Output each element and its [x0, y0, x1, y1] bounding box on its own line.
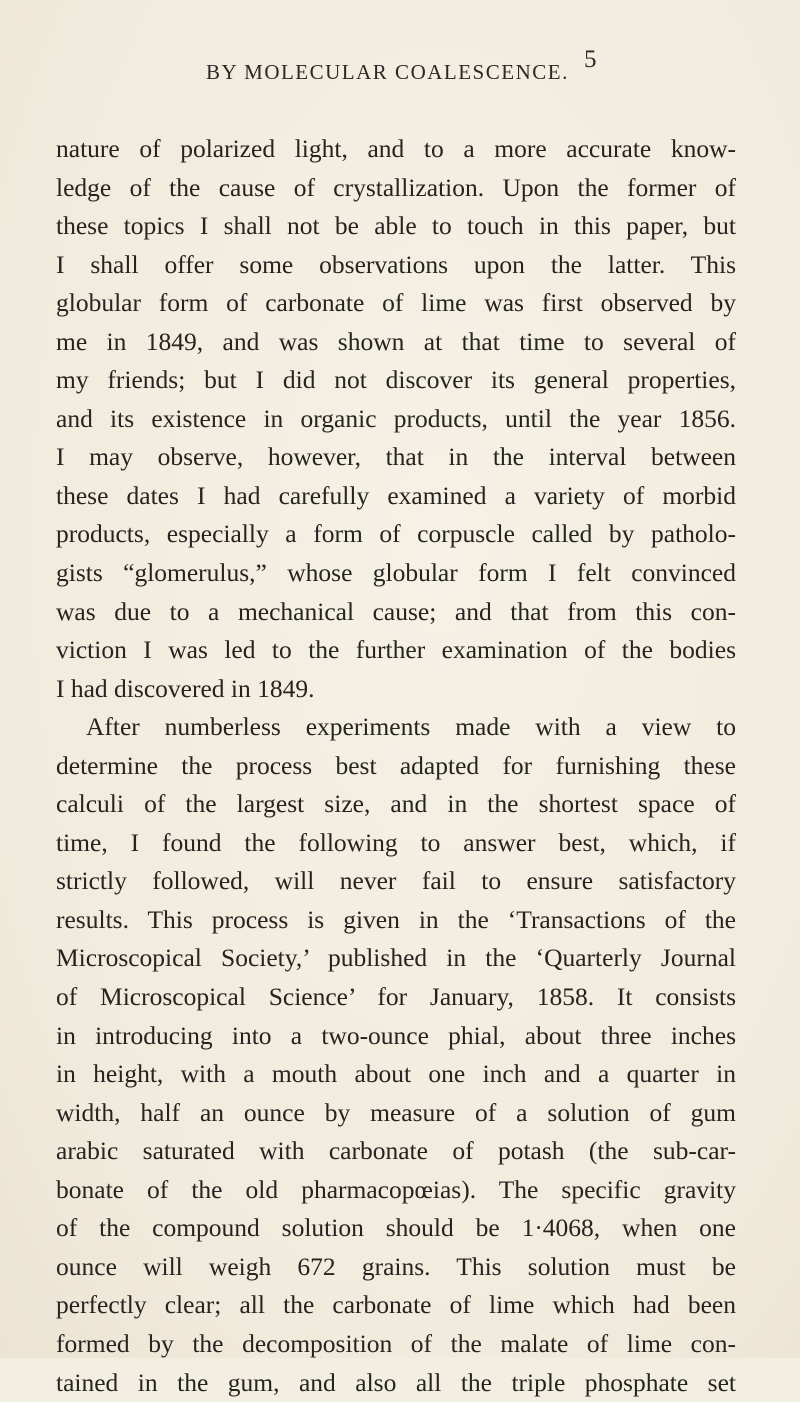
text-line: width, half an ounce by measure of a solution of gum — [56, 1094, 736, 1133]
text-line: in introducing into a two-ounce phial, about three inches — [56, 1017, 736, 1056]
text-line: ounce will weigh 672 grains. This solution must be — [56, 1248, 736, 1287]
text-line: calculi of the largest size, and in the shortest space of — [56, 785, 736, 824]
page-number: 5 — [584, 46, 597, 74]
text-line: Microscopical Society,’ published in the ‘Quarterly Journal — [56, 939, 736, 978]
body-text — [56, 130, 736, 1402]
text-line: was due to a mechanical cause; and that from this con- — [56, 593, 736, 632]
text-line: me in 1849, and was shown at that time to several of — [56, 323, 736, 362]
text-line: results. This process is given in the ‘Transactions of the — [56, 901, 736, 940]
text-line: gists “glomerulus,” whose globular form I felt convinced — [56, 554, 736, 593]
text-line: arabic saturated with carbonate of potash (the sub-car- — [56, 1132, 736, 1171]
text-line: of the compound solution should be 1·4068, when one — [56, 1209, 736, 1248]
text-line: I may observe, however, that in the interval between — [56, 438, 736, 477]
text-line: strictly followed, will never fail to ensure satisfactory — [56, 862, 736, 901]
text-line: these topics I shall not be able to touch in this paper, but — [56, 207, 736, 246]
text-line: I shall offer some observations upon the latter. This — [56, 246, 736, 285]
text-line: bonate of the old pharmacopœias). The specific gravity — [56, 1171, 736, 1210]
running-title: BY MOLECULAR COALESCENCE. — [206, 60, 569, 85]
text-line: of Microscopical Science’ for January, 1858. It consists — [56, 978, 736, 1017]
paragraph-2 — [56, 708, 736, 1402]
text-line: tained in the gum, and also all the triple phosphate set — [56, 1364, 736, 1402]
text-line: I had discovered in 1849. — [56, 670, 736, 709]
paragraph-1 — [56, 130, 736, 708]
text-line: nature of polarized light, and to a more accurate know- — [56, 130, 736, 169]
text-line: viction I was led to the further examination of the bodies — [56, 631, 736, 670]
text-line: my friends; but I did not discover its general properties, — [56, 361, 736, 400]
text-line: globular form of carbonate of lime was first observed by — [56, 284, 736, 323]
text-line: determine the process best adapted for furnishing these — [56, 747, 736, 786]
text-line: and its existence in organic products, until the year 1856. — [56, 400, 736, 439]
text-line: products, especially a form of corpuscle called by patholo- — [56, 515, 736, 554]
text-line: formed by the decomposition of the malate of lime con- — [56, 1325, 736, 1364]
text-line: these dates I had carefully examined a variety of morbid — [56, 477, 736, 516]
text-line: in height, with a mouth about one inch and a quarter in — [56, 1055, 736, 1094]
text-line: time, I found the following to answer best, which, if — [56, 824, 736, 863]
text-line: After numberless experiments made with a view to — [56, 708, 736, 747]
text-line: perfectly clear; all the carbonate of lime which had been — [56, 1286, 736, 1325]
text-line: ledge of the cause of crystallization. Upon the former of — [56, 169, 736, 208]
